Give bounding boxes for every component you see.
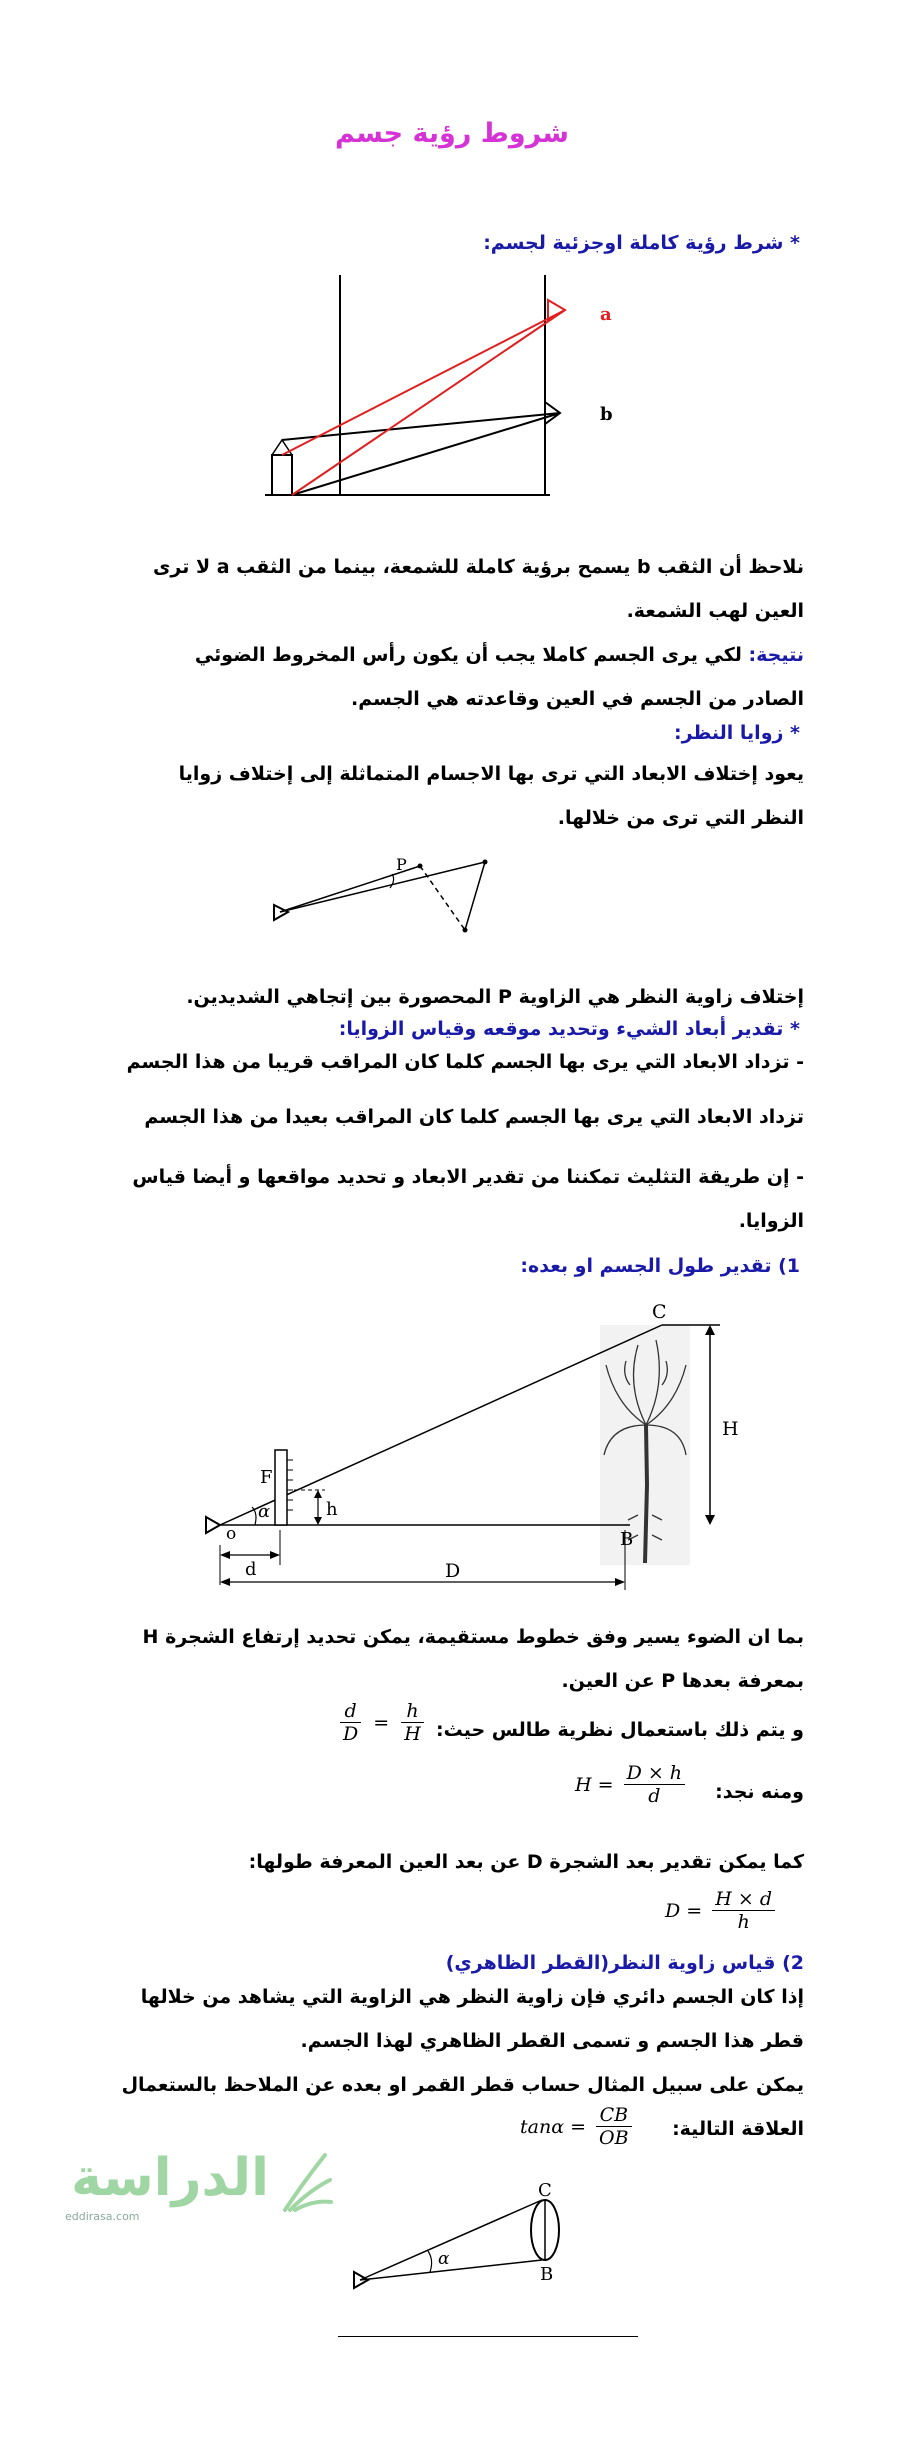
watermark-logo: [55, 2140, 335, 2230]
equation-D: [665, 1888, 775, 1933]
equation-H: [575, 1762, 685, 1807]
fraction-den: d: [648, 1785, 661, 1807]
equals-sign: =: [373, 1711, 390, 1734]
label-alpha: α: [438, 2249, 450, 2269]
paragraph-circular-body: [64, 1975, 804, 2063]
page-title: شروط رؤية جسم: [335, 118, 569, 149]
label-C: C: [538, 2180, 552, 2201]
ray-lower: [280, 862, 485, 912]
paragraph-result: [84, 633, 804, 721]
text-line: يعود إختلاف الابعاد التي ترى بها الاجسام المتماثلة إلى إختلاف زوايا: [178, 763, 804, 785]
fraction-den: h: [737, 1911, 750, 1933]
label-C: C: [652, 1301, 667, 1323]
equation-lhs: H =: [575, 1773, 614, 1796]
equation-lhs: D =: [665, 1899, 703, 1922]
text-line: العلاقة التالية:: [672, 2118, 804, 2140]
text-line: نلاحظ أن الثقب b يسمح برؤية كاملة للشمعة، بينما من الثقب a لا ترى: [152, 556, 804, 578]
section-heading-visibility: * شرط رؤية كاملة اوجزئية لجسم:: [483, 232, 800, 254]
paragraph-estimate-distance: كما يمكن تقدير بعد الشجرة D عن بعد العين المعرفة طولها:: [248, 1851, 804, 1873]
ray-to-B: [360, 2260, 542, 2280]
figure-angle-p: [260, 840, 500, 950]
point: [418, 864, 423, 869]
section-heading-view-angles: * زوايا النظر:: [673, 722, 800, 744]
subheading-estimate-size: 1) تقدير طول الجسم او بعده:: [520, 1255, 800, 1277]
watermark-site: eddirasa.com: [65, 2210, 140, 2223]
ray-to-C: [360, 2200, 542, 2280]
text-span: لكي يرى الجسم كاملا يجب أن يكون رأس المخروط الضوئي: [194, 644, 749, 666]
text-line: النظر التي ترى من خلالها.: [557, 807, 804, 829]
arrow-head: [270, 1551, 280, 1559]
label-B: B: [540, 2264, 554, 2285]
ray-a-top: [282, 310, 565, 455]
figure-moon-angle: [340, 2160, 580, 2300]
figure-tree-triangulation: [200, 1285, 760, 1615]
result-label: نتيجة:: [748, 644, 804, 666]
object-far: [465, 862, 485, 930]
bottom-rule: [338, 2336, 638, 2337]
paragraph-light-straight: [64, 1615, 804, 1703]
ray-a-bottom: [292, 310, 565, 495]
text-line: الزوايا.: [738, 1210, 804, 1232]
label-h: h: [326, 1499, 338, 1520]
text-line: - إن طريقة التثليث تمكننا من تقدير الابعاد و تحديد مواقعها و أيضا قياس: [132, 1166, 804, 1188]
label-b: b: [600, 404, 613, 425]
text-line: الصادر من الجسم في العين وقاعدته هي الجسم.: [350, 688, 804, 710]
subheading-apparent-diameter: 2) قياس زاوية النظر(القطر الظاهري): [445, 1952, 804, 1974]
arrow-head: [314, 1490, 322, 1498]
arrow-head: [705, 1325, 715, 1335]
section-heading-estimation: * تقدير أبعاد الشيء وتحديد موقعه وقياس الزوايا:: [338, 1018, 800, 1040]
figure-candle-pinholes: [260, 270, 640, 510]
object-near: [420, 866, 465, 930]
paragraph-far: تزداد الابعاد التي يرى بها الجسم كلما كان المراقب بعيدا من هذا الجسم: [144, 1106, 804, 1128]
text-line: يمكن على سبيل المثال حساب قطر القمر او بعده عن الملاحظ بالستعمال: [121, 2074, 804, 2096]
equation-tan: [520, 2104, 632, 2149]
text-line: العين لهب الشمعة.: [626, 600, 804, 622]
paragraph-angle-definition: إختلاف زاوية النظر هي الزاوية P المحصورة بين إتجاهي الشديدين.: [186, 986, 804, 1008]
point: [463, 928, 468, 933]
label-alpha: α: [258, 1501, 271, 1522]
paragraph-moon-example: [64, 2063, 804, 2151]
text-line: قطر هذا الجسم و تسمى القطر الظاهري لهذا الجسم.: [300, 2030, 804, 2052]
arrow-head: [705, 1515, 715, 1525]
fraction-num: d: [340, 1700, 361, 1723]
angle-arc: [428, 2251, 432, 2272]
label-B: B: [620, 1529, 634, 1550]
arrow-head: [314, 1517, 322, 1525]
label-H: H: [722, 1418, 739, 1440]
candle: [272, 455, 292, 495]
ruler: [275, 1450, 287, 1525]
paragraph-hence: ومنه نجد:: [715, 1781, 804, 1803]
arrow-head: [220, 1551, 230, 1559]
fraction-den: H: [404, 1723, 421, 1745]
label-p: P: [396, 855, 407, 874]
fraction-den: D: [343, 1723, 359, 1745]
label-D: D: [445, 1560, 461, 1582]
paragraph-near: - تزداد الابعاد التي يرى بها الجسم كلما كان المراقب قريبا من هذا الجسم: [126, 1051, 804, 1073]
text-line: إذا كان الجسم دائري فإن زاوية النظر هي الزاوية التي يشاهد من خلالها: [140, 1986, 804, 2008]
arrow-head: [615, 1578, 625, 1586]
arrow-head: [220, 1578, 230, 1586]
text-line: [84, 633, 804, 677]
fraction-num: H × d: [712, 1888, 775, 1911]
label-d: d: [245, 1559, 257, 1580]
fraction-den: OB: [599, 2127, 629, 2149]
equation-lhs: tanα =: [520, 2115, 586, 2138]
label-a: a: [600, 304, 612, 325]
text-line: بمعرفة بعدها P عن العين.: [561, 1670, 804, 1692]
label-o: o: [226, 1524, 237, 1544]
fraction-num: CB: [596, 2104, 632, 2127]
ruler-ticks: [287, 1460, 293, 1510]
fraction-num: h: [401, 1700, 424, 1723]
eye-icon: [206, 1517, 220, 1533]
point: [483, 860, 488, 865]
label-F: F: [260, 1467, 273, 1488]
paragraph-thales: و يتم ذلك باستعمال نظرية طالس حيث:: [436, 1719, 804, 1741]
paragraph-observation: [84, 545, 804, 633]
candle-flame: [272, 440, 292, 455]
fraction-num: D × h: [624, 1762, 685, 1785]
watermark-text: الدراسة: [71, 2148, 269, 2208]
text-line: بما ان الضوء يسير وفق خطوط مستقيمة، يمكن تحديد إرتفاع الشجرة H: [142, 1626, 804, 1648]
equation-thales: [340, 1700, 424, 1745]
paragraph-triangulation: [44, 1155, 804, 1243]
paragraph-view-angles: [64, 752, 804, 840]
